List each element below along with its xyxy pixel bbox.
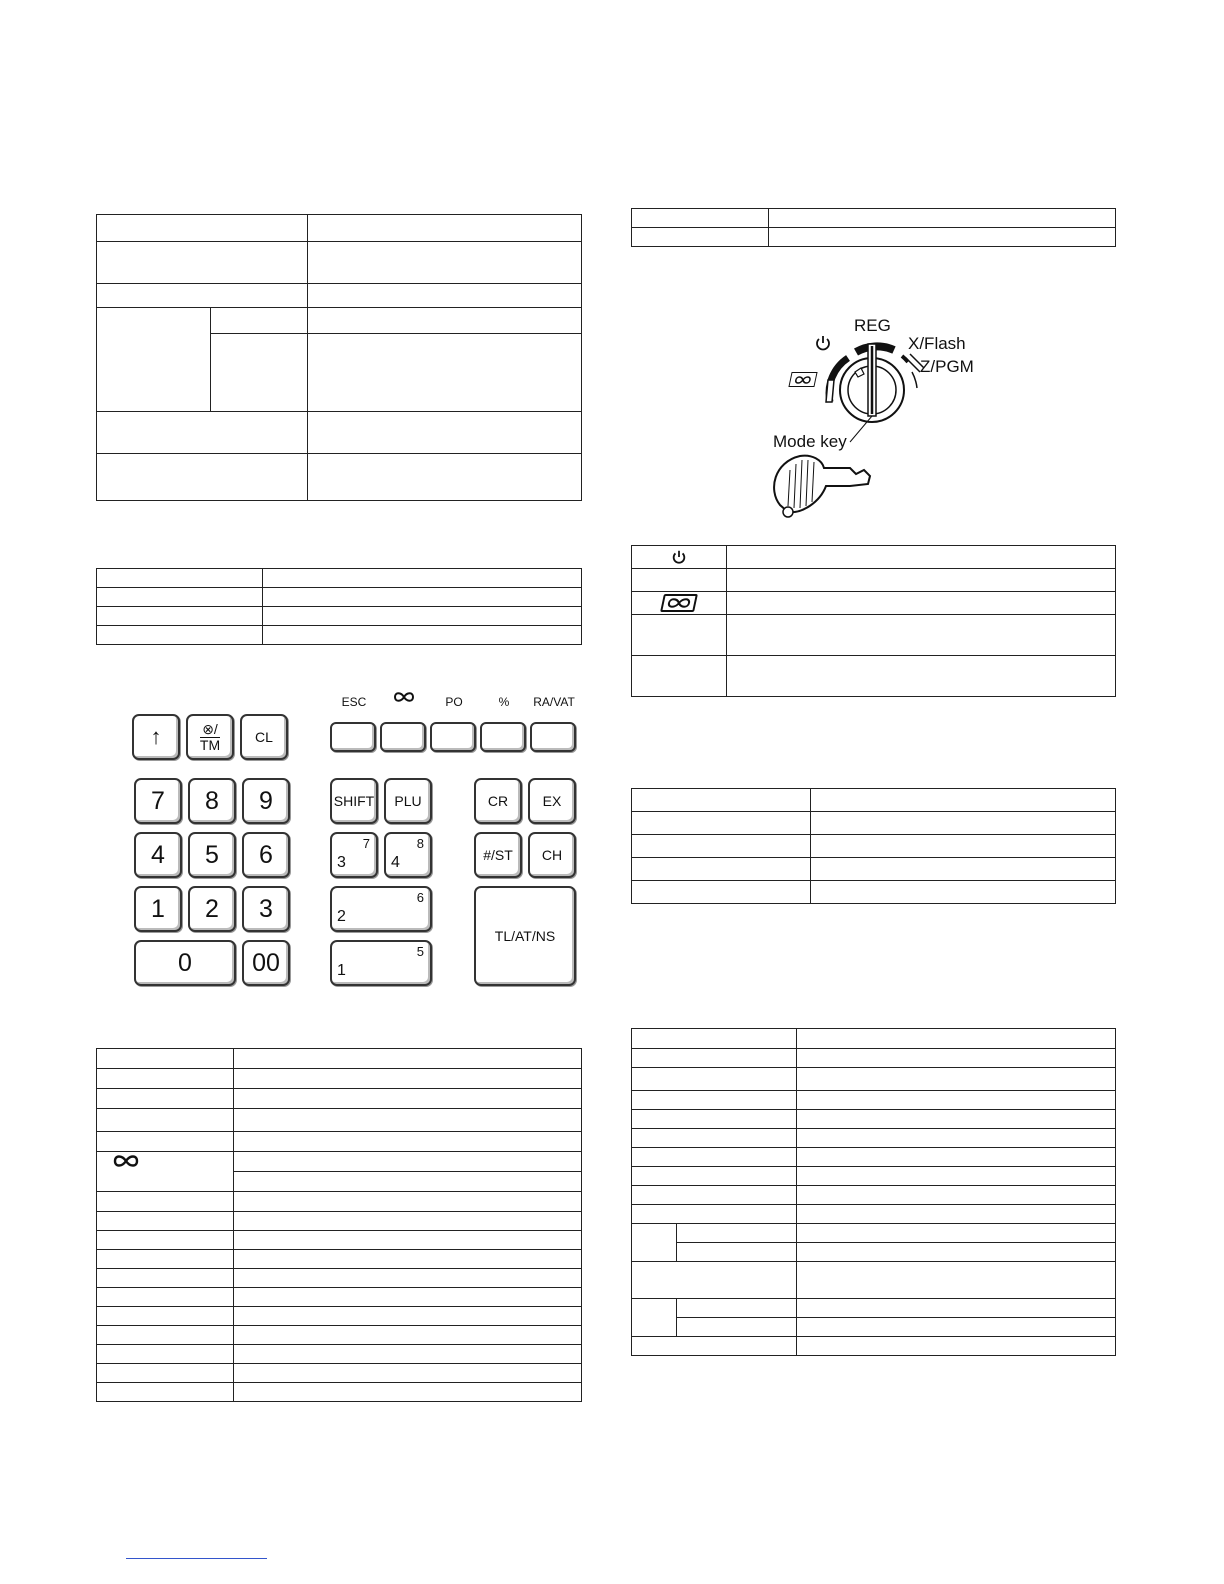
key-2[interactable]: 2 — [188, 886, 236, 932]
cell — [97, 1069, 234, 1089]
cell — [97, 1288, 234, 1307]
cell — [811, 789, 1116, 812]
cell — [97, 1269, 234, 1288]
footer-link-underline[interactable] — [126, 1558, 267, 1559]
cell — [632, 569, 727, 592]
cell — [797, 1186, 1116, 1205]
power-icon — [814, 334, 832, 352]
key-7[interactable]: 7 — [134, 778, 182, 824]
cell — [97, 1307, 234, 1326]
cell — [263, 626, 582, 645]
spec-table-2 — [96, 568, 582, 645]
cell — [97, 1250, 234, 1269]
infinity-icon — [111, 1152, 141, 1170]
cell — [632, 812, 811, 835]
dept-1-key[interactable] — [330, 940, 432, 986]
cell — [632, 209, 769, 228]
void-key[interactable] — [380, 722, 426, 752]
cell — [308, 454, 582, 501]
cell — [234, 1231, 582, 1250]
percent-label: % — [498, 695, 510, 709]
cell — [677, 1299, 797, 1318]
ra-vat-label: RA/VAT — [533, 695, 575, 709]
void-label — [378, 690, 430, 707]
cell — [727, 615, 1116, 656]
cell — [632, 1049, 797, 1068]
cell — [308, 412, 582, 454]
cell — [97, 454, 308, 501]
cell — [97, 284, 308, 308]
cell — [211, 308, 308, 334]
spec-table-right-2 — [631, 788, 1116, 904]
dept-2-label: 2 — [337, 908, 346, 925]
cell — [632, 1186, 797, 1205]
cell — [308, 242, 582, 284]
dept-3-label: 3 — [337, 854, 346, 871]
cell — [632, 1299, 677, 1337]
cell — [632, 546, 727, 569]
cell — [97, 1383, 234, 1402]
mode-switch-figure — [760, 310, 1000, 528]
multiply-label: ⊗/ — [202, 720, 218, 737]
esc-label: ESC — [341, 695, 367, 709]
esc-key[interactable] — [330, 722, 376, 752]
cell — [632, 1262, 797, 1299]
cell — [234, 1383, 582, 1402]
key-6[interactable]: 6 — [242, 832, 290, 878]
cell — [234, 1345, 582, 1364]
dept-8-label: 8 — [416, 836, 424, 851]
key-00[interactable]: 00 — [242, 940, 290, 986]
cell — [769, 209, 1116, 228]
cell — [97, 569, 263, 588]
cell — [263, 569, 582, 588]
paper-feed-key[interactable] — [132, 714, 180, 760]
cell — [632, 789, 811, 812]
cell — [797, 1337, 1116, 1356]
reg-label: REG — [854, 316, 891, 335]
multiply-tm-key[interactable] — [186, 714, 234, 760]
power-icon — [671, 549, 687, 565]
dept-7-label: 7 — [362, 836, 370, 851]
cell — [97, 626, 263, 645]
infinity-icon — [788, 372, 817, 387]
cell — [632, 858, 811, 881]
key-1[interactable]: 1 — [134, 886, 182, 932]
cell — [97, 607, 263, 626]
dept-1-label: 1 — [337, 962, 346, 979]
cell — [308, 334, 582, 412]
cell — [632, 1224, 677, 1262]
cell — [632, 1029, 797, 1049]
dept-4-key[interactable] — [384, 832, 432, 878]
mode-key-label: Mode key — [773, 432, 847, 451]
key-function-table — [96, 1048, 582, 1402]
cell — [797, 1224, 1116, 1243]
keyboard-layout-figure — [96, 680, 584, 1000]
cell — [727, 592, 1116, 615]
cell — [263, 588, 582, 607]
cell — [677, 1224, 797, 1243]
cell — [632, 656, 727, 697]
cell — [797, 1262, 1116, 1299]
cell — [632, 1091, 797, 1110]
plu-key[interactable]: PLU — [384, 778, 432, 824]
spec-table-right-3 — [631, 1028, 1116, 1356]
cell — [811, 835, 1116, 858]
cell — [797, 1148, 1116, 1167]
cell — [234, 1152, 582, 1172]
cell — [797, 1299, 1116, 1318]
cell — [632, 1110, 797, 1129]
cell — [797, 1167, 1116, 1186]
cell — [97, 1364, 234, 1383]
ch-key[interactable]: CH — [528, 832, 576, 878]
cell — [234, 1109, 582, 1132]
dept-5-label: 5 — [416, 944, 424, 959]
cell — [632, 1068, 797, 1091]
cell — [234, 1089, 582, 1109]
key-8[interactable]: 8 — [188, 778, 236, 824]
cell — [234, 1212, 582, 1231]
tm-label: TM — [199, 736, 221, 753]
cell — [97, 1152, 234, 1172]
cell — [211, 334, 308, 412]
key-5[interactable]: 5 — [188, 832, 236, 878]
cell — [797, 1129, 1116, 1148]
cell — [97, 412, 308, 454]
cell — [234, 1172, 582, 1192]
x-flash-label: X/Flash — [908, 334, 966, 353]
cell — [97, 1326, 234, 1345]
up-arrow-icon: ↑ — [150, 724, 162, 749]
cell — [811, 812, 1116, 835]
infinity-icon — [392, 690, 416, 704]
cell — [97, 1192, 234, 1212]
infinity-icon — [660, 594, 698, 612]
cell — [632, 835, 811, 858]
cell — [797, 1091, 1116, 1110]
cell — [308, 308, 582, 334]
cell — [234, 1326, 582, 1345]
cr-key[interactable]: CR — [474, 778, 522, 824]
cell — [727, 569, 1116, 592]
cl-key[interactable]: CL — [240, 714, 288, 760]
cell — [97, 1132, 234, 1152]
cell — [234, 1049, 582, 1069]
cell — [797, 1110, 1116, 1129]
spec-table-1 — [96, 214, 582, 501]
cell — [632, 1129, 797, 1148]
cell — [727, 546, 1116, 569]
cell — [632, 1167, 797, 1186]
cell — [97, 588, 263, 607]
tl-at-ns-key[interactable]: TL/AT/NS — [474, 886, 576, 986]
cell — [811, 881, 1116, 904]
cell — [632, 1337, 797, 1356]
cell — [632, 615, 727, 656]
cell — [677, 1318, 797, 1337]
cell — [797, 1049, 1116, 1068]
st-key[interactable]: #/ST — [474, 832, 522, 878]
cell — [632, 592, 727, 615]
cell — [97, 1049, 234, 1069]
cell — [632, 881, 811, 904]
cell — [797, 1318, 1116, 1337]
cell — [234, 1069, 582, 1089]
cell — [234, 1307, 582, 1326]
po-label: PO — [445, 695, 463, 709]
cell — [632, 1205, 797, 1224]
ra-vat-key[interactable] — [530, 722, 576, 752]
cell — [97, 1212, 234, 1231]
cell — [234, 1269, 582, 1288]
dept-3-key[interactable] — [330, 832, 378, 878]
key-4[interactable]: 4 — [134, 832, 182, 878]
cell — [797, 1205, 1116, 1224]
cell — [97, 1231, 234, 1250]
cell — [797, 1029, 1116, 1049]
cell — [97, 1345, 234, 1364]
cell — [234, 1288, 582, 1307]
cell — [727, 656, 1116, 697]
dept-4-label: 4 — [391, 854, 400, 871]
ex-key[interactable]: EX — [528, 778, 576, 824]
mode-position-table — [631, 545, 1116, 697]
cell — [234, 1250, 582, 1269]
cell — [308, 284, 582, 308]
cell — [234, 1364, 582, 1383]
cell — [97, 1089, 234, 1109]
po-key[interactable] — [430, 722, 476, 752]
cell — [632, 1148, 797, 1167]
key-3[interactable]: 3 — [242, 886, 290, 932]
key-0[interactable]: 0 — [134, 940, 236, 986]
key-9[interactable]: 9 — [242, 778, 290, 824]
cell — [263, 607, 582, 626]
cell — [308, 215, 582, 242]
cell — [632, 228, 769, 247]
cell — [769, 228, 1116, 247]
cell — [97, 1172, 234, 1192]
cell — [97, 1109, 234, 1132]
z-pgm-label: Z/PGM — [920, 357, 974, 376]
spec-table-right-1 — [631, 208, 1116, 247]
cell — [97, 242, 308, 284]
percent-key[interactable] — [480, 722, 526, 752]
cell — [97, 308, 211, 412]
cell — [811, 858, 1116, 881]
cell — [97, 215, 308, 242]
cell — [677, 1243, 797, 1262]
shift-key[interactable]: SHIFT — [330, 778, 378, 824]
cell — [234, 1132, 582, 1152]
cell — [797, 1243, 1116, 1262]
dept-6-label: 6 — [416, 890, 424, 905]
cell — [234, 1192, 582, 1212]
cell — [797, 1068, 1116, 1091]
dept-2-key[interactable] — [330, 886, 432, 932]
